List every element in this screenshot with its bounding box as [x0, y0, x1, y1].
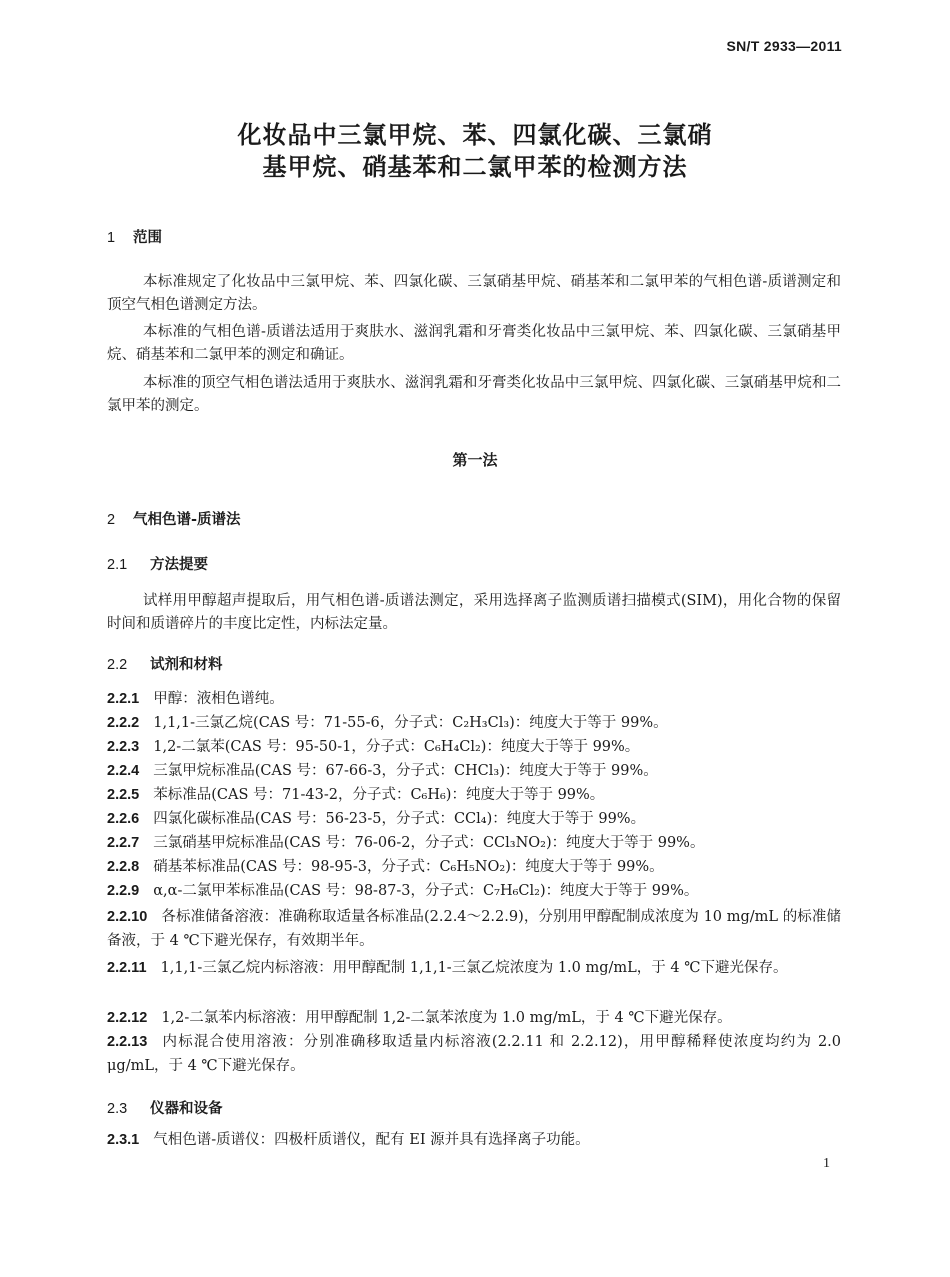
- reagent-item: [107, 906, 841, 953]
- item-number: 2.2.5: [107, 787, 140, 803]
- item-number: 2.2.10: [107, 909, 148, 925]
- item-text: α,α-二氯甲苯标准品(CAS 号：98-87-3，分子式：C₇H₆Cl₂)：纯度大于等于 99%。: [153, 883, 699, 899]
- reagent-item: [107, 736, 841, 760]
- item-number: 2.2.3: [107, 739, 140, 755]
- standard-code: SN/T 2933—2011: [726, 38, 842, 54]
- reagent-item: [107, 1031, 841, 1078]
- reagent-item: [107, 880, 841, 904]
- reagent-item: [107, 784, 841, 808]
- item-text: 四氯化碳标准品(CAS 号：56-23-5，分子式：CCl₄)：纯度大于等于 99%。: [153, 811, 646, 827]
- reagent-item: [107, 712, 841, 736]
- section-number: 2.2: [107, 657, 128, 673]
- item-text: 1,1,1-三氯乙烷(CAS 号：71-55-6，分子式：C₂H₃Cl₃)：纯度大于等于 99%。: [153, 715, 668, 731]
- item-number: 2.2.11: [107, 960, 147, 976]
- item-number: 2.2.9: [107, 883, 140, 899]
- item-number: 2.2.7: [107, 835, 140, 851]
- item-number: 2.2.8: [107, 859, 140, 875]
- item-number: 2.3.1: [107, 1132, 140, 1148]
- section-2-1-heading: [107, 553, 208, 574]
- item-text: 1,2-二氯苯(CAS 号：95-50-1，分子式：C₆H₄Cl₂)：纯度大于等于 99%。: [153, 739, 640, 755]
- section-number: 2.3: [107, 1101, 128, 1117]
- item-number: 2.2.12: [107, 1010, 148, 1026]
- section-title: 试剂和材料: [150, 657, 223, 673]
- section-title: 范围: [133, 230, 162, 246]
- section-title: 方法提要: [150, 557, 208, 573]
- method-summary-paragraph: 试样用甲醇超声提取后，用气相色谱-质谱法测定，采用选择离子监测质谱扫描模式(SIM)，用化合物的保留时间和质谱碎片的丰度比定性，内标法定量。: [107, 593, 841, 632]
- item-text: 硝基苯标准品(CAS 号：98-95-3，分子式：C₆H₅NO₂)：纯度大于等于 99%。: [153, 859, 664, 875]
- item-text: 三氯硝基甲烷标准品(CAS 号：76-06-2，分子式：CCl₃NO₂)：纯度大于等于 99%。: [153, 835, 705, 851]
- reagent-item: [107, 856, 841, 880]
- page-number: 1: [823, 1156, 830, 1171]
- reagent-item: [107, 688, 841, 712]
- section-title: 气相色谱-质谱法: [133, 512, 241, 528]
- section-number: 2: [107, 512, 116, 528]
- section-1-heading: [107, 226, 162, 247]
- item-number: 2.2.13: [107, 1034, 148, 1050]
- section-2-2-heading: [107, 653, 223, 674]
- section-2-3-heading: [107, 1097, 223, 1118]
- item-text: 各标准储备溶液：准确称取适量各标准品(2.2.4～2.2.9)，分别用甲醇配制成浓度为 10 mg/mL 的标准储备液，于 4 ℃下避光保存，有效期半年。: [107, 909, 841, 949]
- reagent-item: [107, 957, 841, 981]
- scope-paragraph-3: 本标准的顶空气相色谱法适用于爽肤水、滋润乳霜和牙膏类化妆品中三氯甲烷、四氯化碳、三氯硝基甲烷和二氯甲苯的测定。: [107, 375, 841, 414]
- reagent-item: [107, 760, 841, 784]
- scope-paragraph-2: 本标准的气相色谱-质谱法适用于爽肤水、滋润乳霜和牙膏类化妆品中三氯甲烷、苯、四氯化碳、三氯硝基甲烷、硝基苯和二氯甲苯的测定和确证。: [107, 324, 841, 363]
- reagent-item: [107, 1007, 841, 1031]
- item-text: 三氯甲烷标准品(CAS 号：67-66-3，分子式：CHCl₃)：纯度大于等于 99%。: [153, 763, 658, 779]
- section-title: 仪器和设备: [150, 1101, 223, 1117]
- document-title-line-1: 化妆品中三氯甲烷、苯、四氯化碳、三氯硝: [237, 121, 713, 149]
- item-number: 2.2.4: [107, 763, 140, 779]
- section-2-heading: [107, 508, 241, 529]
- section-number: 1: [107, 230, 116, 246]
- method-heading: 第一法: [452, 451, 498, 469]
- item-number: 2.2.2: [107, 715, 140, 731]
- reagent-item: [107, 808, 841, 832]
- document-title-line-2: 基甲烷、硝基苯和二氯甲苯的检测方法: [262, 153, 688, 181]
- item-text: 气相色谱-质谱仪：四极杆质谱仪，配有 EI 源并具有选择离子功能。: [153, 1132, 590, 1148]
- item-text: 甲醇：液相色谱纯。: [153, 691, 284, 707]
- item-text: 苯标准品(CAS 号：71-43-2，分子式：C₆H₆)：纯度大于等于 99%。: [153, 787, 605, 803]
- item-number: 2.2.6: [107, 811, 140, 827]
- reagent-item: [107, 832, 841, 856]
- section-number: 2.1: [107, 557, 128, 573]
- item-number: 2.2.1: [107, 691, 140, 707]
- equipment-item: [107, 1129, 841, 1153]
- item-text: 1,2-二氯苯内标溶液：用甲醇配制 1,2-二氯苯浓度为 1.0 mg/mL，于 4 ℃下避光保存。: [161, 1010, 732, 1026]
- item-text: 1,1,1-三氯乙烷内标溶液：用甲醇配制 1,1,1-三氯乙烷浓度为 1.0 mg/mL，于 4 ℃下避光保存。: [160, 960, 788, 976]
- item-text: 内标混合使用溶液：分别准确移取适量内标溶液(2.2.11 和 2.2.12)，用甲醇稀释使浓度均约为 2.0 μg/mL，于 4 ℃下避光保存。: [107, 1034, 841, 1074]
- scope-paragraph-1: 本标准规定了化妆品中三氯甲烷、苯、四氯化碳、三氯硝基甲烷、硝基苯和二氯甲苯的气相色谱-质谱测定和顶空气相色谱测定方法。: [107, 274, 841, 313]
